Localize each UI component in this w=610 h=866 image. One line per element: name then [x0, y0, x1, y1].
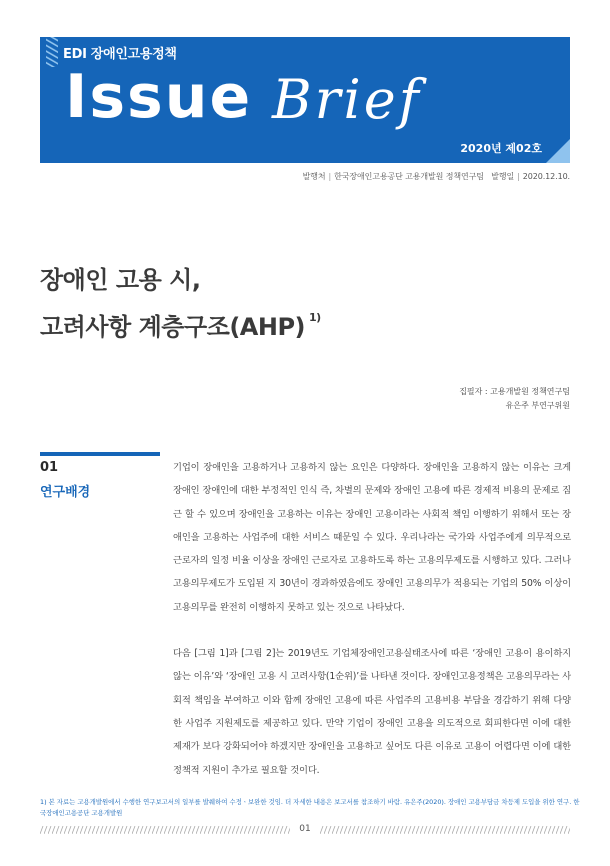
body-paragraph-1: 기업이 장애인을 고용하거나 고용하지 않는 요인은 다양하다. 장애인을 고용하지 않는 이유는 크게 장애인 장애인에 대한 부정적인 인식 즉, 차별의 문제와 장애인 고용에 따른 경제적 비용의 문제로 짐근 할 수 있으며 장애인을 고용하는 이유는 장애인 고용이라는 사회적 책임 이행하기 위해서 또는 장애인을 고용하는 사업주에 대한 서비스 때문일 수 있다. 우리나라는 국가와 사업주에게 의무적으로 근로자의 일정 비율 이상을 장애인 근로자로 고용하도록 하는 고용의무제도를 시행하고 있다. 그러나 고용의무제도가 도입된 지 30년이 경과하였음에도 장애인 고용의무가 적용되는 기업의 50% 이상이 고용의무를 완전히 이행하지 못하고 있는 것으로 나타났다. [173, 462, 571, 613]
section-number: 01 [40, 460, 59, 475]
author-line-1: 집필자 : 고용개발원 정책연구팀 [459, 387, 570, 396]
title-footnote-ref[interactable]: 1) [309, 311, 321, 324]
logo-issue-text: Issue [65, 62, 253, 132]
page-title [40, 262, 321, 346]
series-label: EDI 장애인고용정책 [63, 47, 177, 62]
footnote-text: 본 자료는 고용개발원에서 수행한 연구보고서의 일부를 발췌하여 수정ㆍ보완한 것임. 더 자세한 내용은 보고서를 참조하기 바람. 유은주(2020). 장애인 고용부담금 차등제 도입을 위한 연구. 한국장애인고용공단 고용개발원 [40, 798, 580, 817]
publication-info: 발행처 | 한국장애인고용공단 고용개발원 정책연구팀 발행일 | 2020.12.10. [302, 172, 570, 181]
body-paragraph-2: 다음 [그림 1]과 [그림 2]는 2019년도 기업체장애인고용실태조사에 따른 ‘장애인 고용이 용이하지 않는 이유’와 ‘장애인 고용 시 고려사항(1순위)’를 나타낸 것이다. 장애인고용정책은 고용의무라는 사회적 책임을 부여하고 이와 함께 장애인 고용에 따른 사업주의 고용비용 부담을 경감하기 위해 다양한 사업주 지원제도를 제공하고 있다. 만약 기업이 장애인 고용을 의도적으로 회피한다면 이에 대한 제재가 보다 강화되어야 하겠지만 장애인을 고용하고 싶어도 다른 이유로 고용이 어렵다면 이에 대한 정책적 지원이 추가로 필요할 것이다. [173, 648, 571, 776]
section-title: 연구배경 [40, 485, 91, 500]
page-number: 01 [299, 824, 311, 834]
publication-date: 2020.12.10. [522, 172, 570, 181]
footnote [40, 797, 580, 819]
issue-number: 2020년 제02호 [460, 142, 542, 155]
author-info [459, 385, 570, 413]
title-line-1: 장애인 고용 시, [40, 266, 201, 294]
title-line-2: 고려사항 계층구조(AHP) [40, 313, 306, 341]
author-line-2: 유은주 부연구위원 [505, 401, 570, 410]
footnote-mark: 1) [40, 798, 47, 806]
section-divider [40, 452, 160, 456]
publisher-name: 한국장애인고용공단 고용개발원 정책연구팀 [334, 172, 484, 181]
corner-fold-decoration [546, 139, 570, 163]
logo-brief-script: Brief [272, 68, 422, 131]
date-label: 발행일 [491, 172, 515, 181]
publisher-label: 발행처 [302, 172, 326, 181]
footer-hatch-right [320, 826, 570, 834]
footer-hatch-left [40, 826, 290, 834]
issue-brief-banner [40, 37, 570, 163]
section-body [173, 456, 571, 782]
